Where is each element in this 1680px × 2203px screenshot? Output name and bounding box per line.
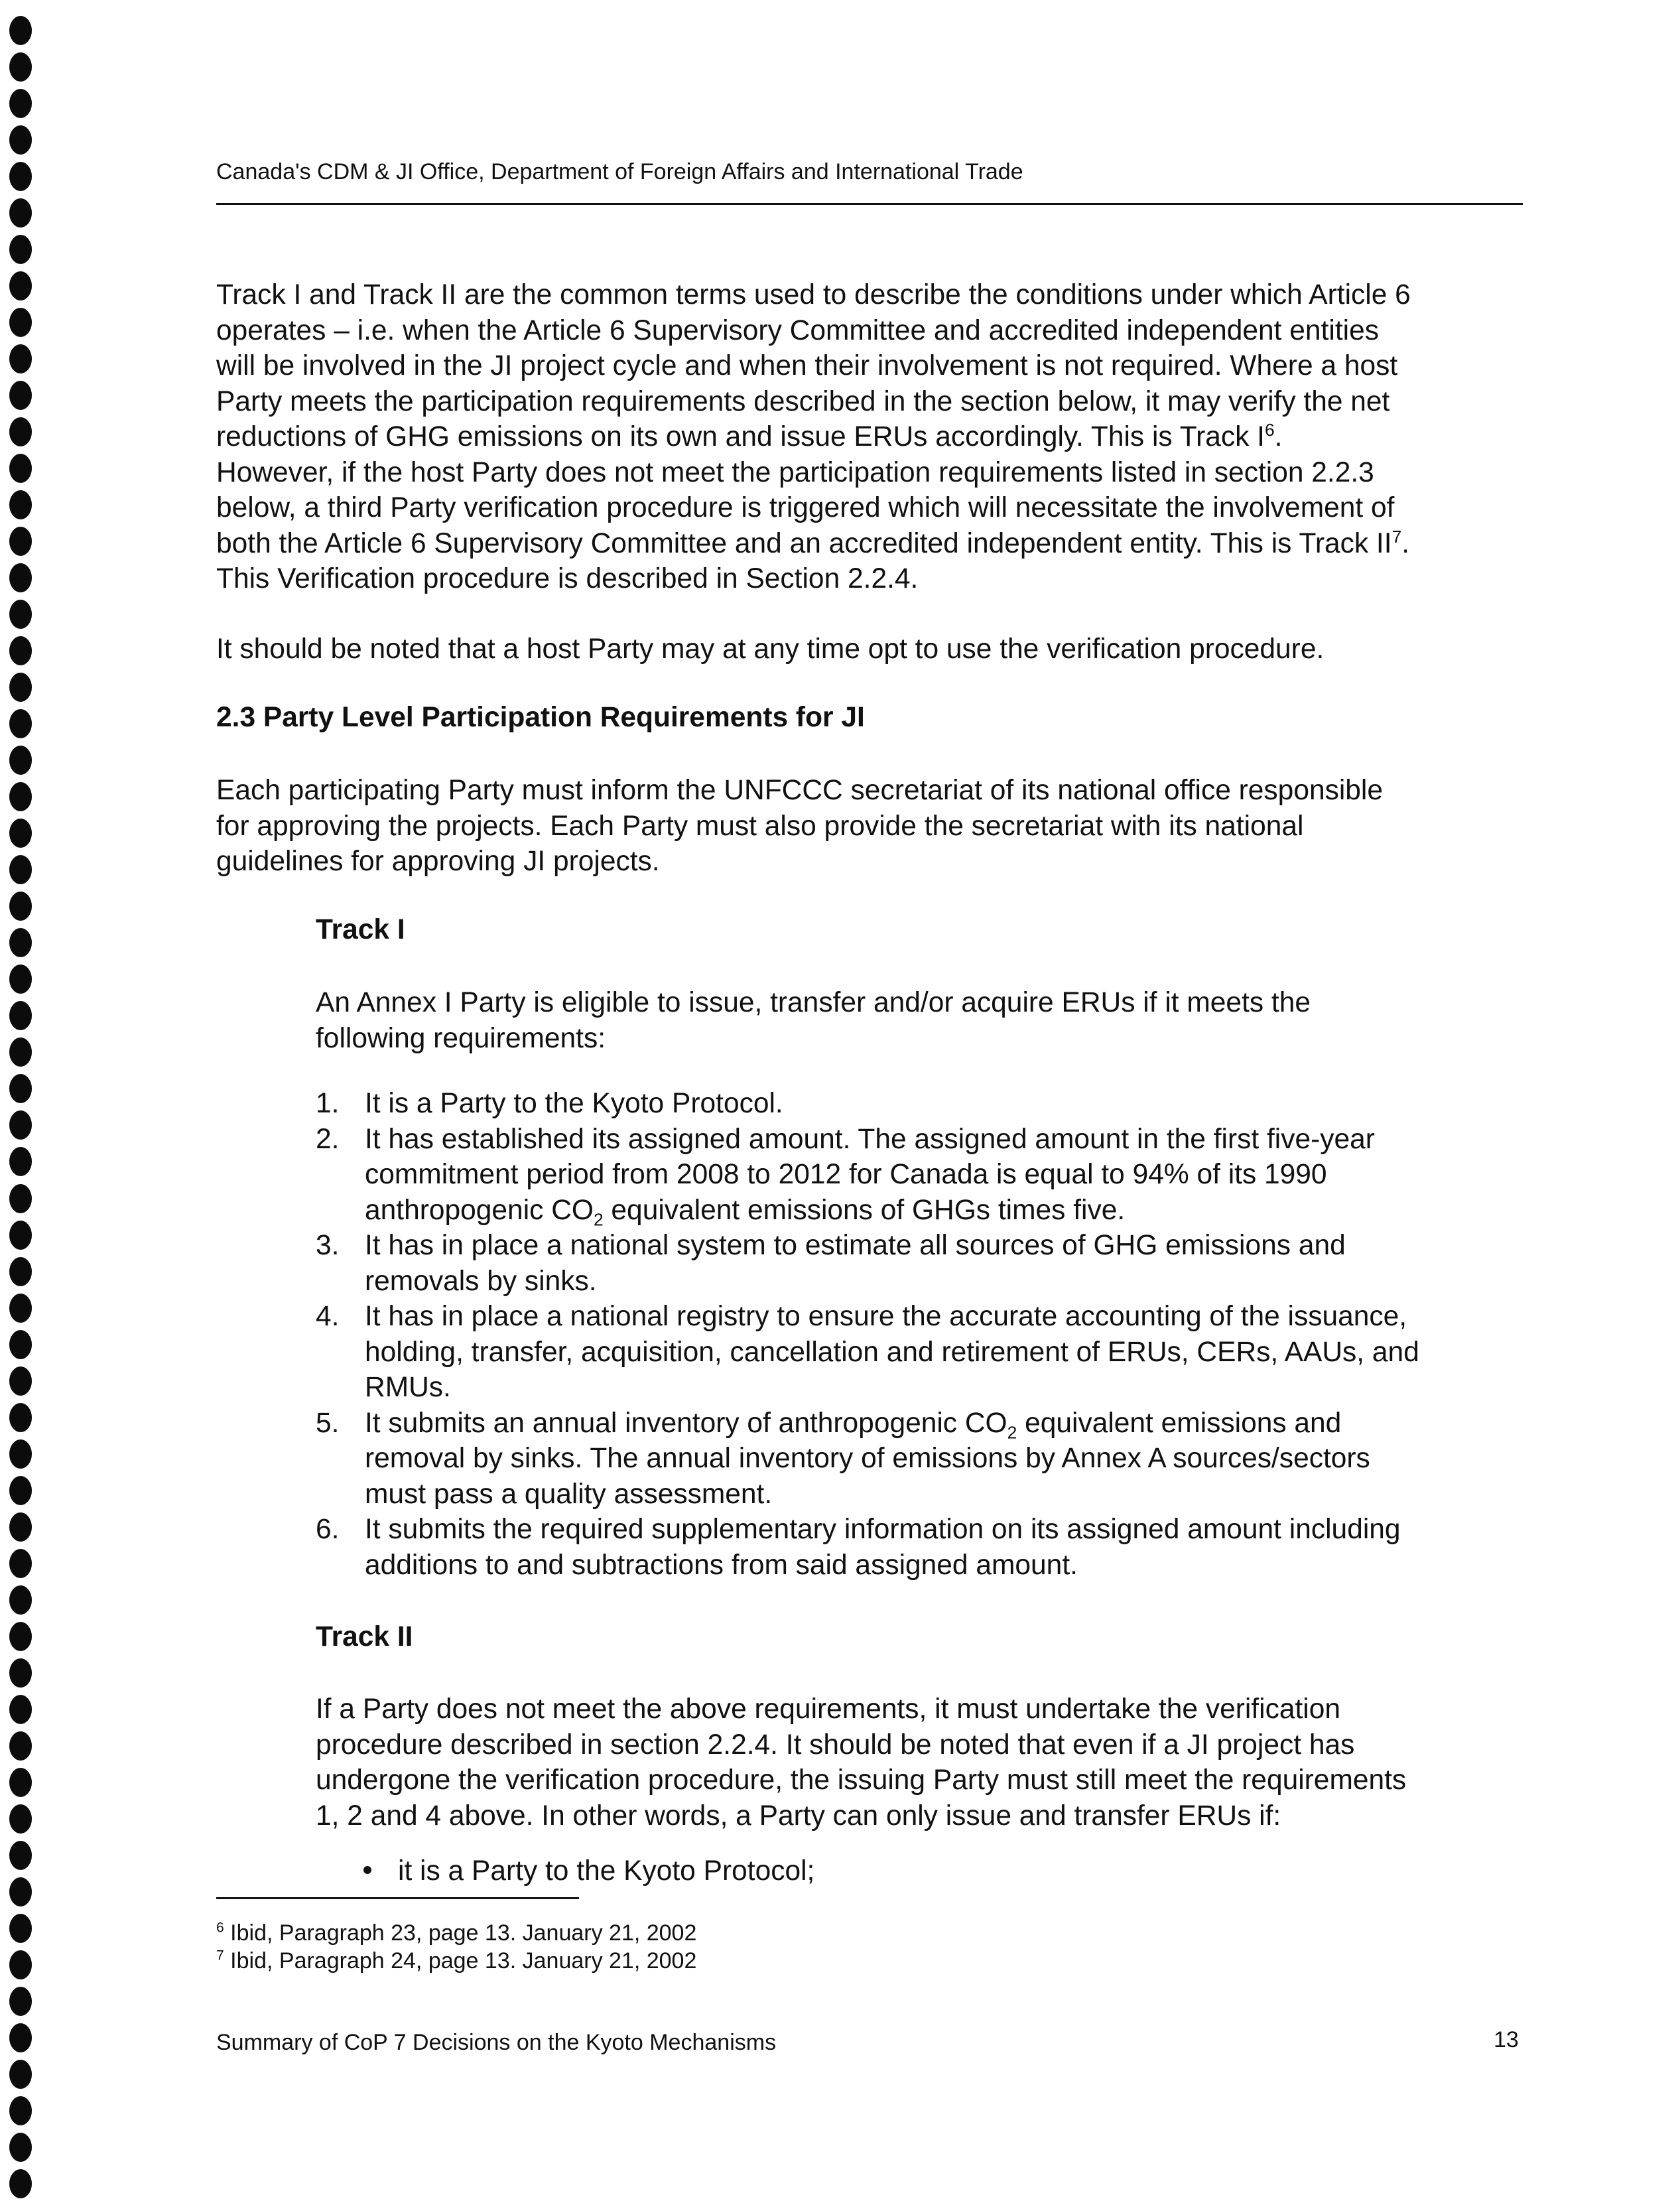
binder-hole-icon [9, 125, 32, 155]
binder-hole-icon [9, 1037, 32, 1067]
binder-hole-icon [9, 1695, 32, 1724]
binder-hole-icon [9, 1731, 32, 1761]
list-item [316, 1228, 1419, 1299]
footnote-ref: 6 [1265, 419, 1275, 440]
binder-hole-icon [9, 855, 32, 884]
text-line [365, 1193, 1419, 1229]
track-i-heading: Track I [316, 914, 405, 945]
binder-hole-icon [9, 1294, 32, 1323]
text-line: will be involved in the JI project cycle and when their involvement is not required. Where a host [216, 350, 1398, 381]
binder-hole-icon [9, 819, 32, 848]
text-line: This Verification procedure is described in Section 2.2.4. [216, 563, 919, 594]
list-item [316, 1122, 1419, 1229]
footnote [216, 1919, 696, 1947]
binder-hole-icon [9, 1367, 32, 1396]
page-footer: Summary of CoP 7 Decisions on the Kyoto Mechanisms [216, 2030, 777, 2055]
text-line: undergone the verification procedure, the issuing Party must still meet the requirements [316, 1765, 1407, 1796]
footnote-ref: 7 [1391, 526, 1402, 547]
binder-hole-icon [9, 16, 32, 45]
binder-hole-icon [9, 673, 32, 702]
text-line: It is a Party to the Kyoto Protocol. [365, 1088, 783, 1119]
binder-hole-icon [9, 1110, 32, 1140]
list-item [316, 1406, 1419, 1512]
text-line: Party meets the participation requirements described in the section below, it may verify the net [216, 385, 1390, 417]
subscript: 2 [593, 1209, 604, 1229]
binder-hole-icon [9, 2023, 32, 2052]
text-line: An Annex I Party is eligible to issue, transfer and/or acquire ERUs if it meets the [316, 987, 1311, 1018]
binder-hole-icon [9, 1512, 32, 1542]
binder-hole-icon [9, 527, 32, 556]
binder-hole-icon [9, 235, 32, 264]
text-segment: equivalent emissions of GHGs times five. [603, 1194, 1126, 1226]
footnote-number: 6 [216, 1920, 224, 1936]
binder-hole-icon [9, 1184, 32, 1213]
binder-hole-icon [9, 1001, 32, 1030]
binder-hole-icon [9, 746, 32, 775]
binder-hole-icon [9, 1257, 32, 1286]
binder-hole-icon [9, 782, 32, 811]
text-line: 1, 2 and 4 above. In other words, a Party can only issue and transfer ERUs if: [316, 1800, 1281, 1832]
text-segment: both the Article 6 Supervisory Committee and an accredited independent entity. This is Track II [216, 527, 1392, 559]
page-number: 13 [1494, 2027, 1519, 2052]
binder-hole-icon [9, 892, 32, 921]
header-rule [216, 203, 1523, 205]
list-number: 6. [316, 1514, 340, 1545]
text-line [216, 526, 1543, 562]
text-line: RMUs. [365, 1372, 451, 1403]
text-line [216, 419, 1543, 455]
page-header: Canada's CDM & JI Office, Department of Foreign Affairs and International Trade [216, 159, 1023, 184]
binder-hole-icon [9, 709, 32, 738]
binder-holes [9, 16, 33, 2198]
footnote [216, 1947, 696, 1975]
text-line: holding, transfer, acquisition, cancellation and retirement of ERUs, CERs, AAUs, and [365, 1336, 1419, 1368]
text-line: It should be noted that a host Party may at any time opt to use the verification procedure. [216, 634, 1325, 665]
footnote-text: Ibid, Paragraph 24, page 13. January 21, 2002 [224, 1948, 697, 1973]
footnote-number: 7 [216, 1948, 224, 1964]
text-segment: anthropogenic CO [365, 1194, 594, 1226]
binder-hole-icon [9, 1585, 32, 1615]
binder-hole-icon [9, 1950, 32, 1979]
text-line: removals by sinks. [365, 1265, 597, 1297]
list-number: 5. [316, 1407, 340, 1439]
requirements-list [316, 1086, 1419, 1583]
section-paragraph [216, 773, 1543, 880]
text-line: additions to and subtractions from said assigned amount. [365, 1549, 1078, 1581]
binder-hole-icon [9, 198, 32, 228]
list-item [316, 1512, 1419, 1583]
binder-hole-icon [9, 89, 32, 118]
binder-hole-icon [9, 381, 32, 410]
binder-hole-icon [9, 1439, 32, 1469]
text-line: below, a third Party verification procedure is triggered which will necessitate the involvement of [216, 492, 1395, 523]
footnotes [216, 1919, 696, 1975]
text-segment: . [1401, 527, 1410, 559]
text-line: Each participating Party must inform the UNFCCC secretariat of its national office responsible [216, 775, 1383, 806]
binder-hole-icon [9, 1914, 32, 1943]
text-line: It submits the required supplementary information on its assigned amount including [365, 1514, 1401, 1545]
binder-hole-icon [9, 2169, 32, 2198]
binder-hole-icon [9, 162, 32, 191]
binder-hole-icon [9, 2133, 32, 2162]
binder-hole-icon [9, 1877, 32, 1906]
binder-hole-icon [9, 454, 32, 483]
footnote-rule [216, 1897, 579, 1899]
list-number: 1. [316, 1088, 340, 1119]
text-line: removal by sinks. The annual inventory of emissions by Annex A sources/sectors [365, 1443, 1370, 1474]
footnote-text: Ibid, Paragraph 23, page 13. January 21, 2002 [224, 1920, 697, 1946]
binder-hole-icon [9, 928, 32, 957]
list-item [316, 1299, 1419, 1406]
intro-paragraph [216, 277, 1543, 597]
text-line: procedure described in section 2.2.4. It should be noted that even if a JI project has [316, 1729, 1355, 1761]
binder-hole-icon [9, 1841, 32, 1870]
text-line: It has in place a national registry to ensure the accurate accounting of the issuance, [365, 1301, 1407, 1332]
bullet-text: it is a Party to the Kyoto Protocol; [398, 1855, 815, 1887]
binder-hole-icon [9, 1074, 32, 1103]
text-line: It has established its assigned amount. The assigned amount in the first five-year [365, 1123, 1375, 1155]
text-line: commitment period from 2008 to 2012 for Canada is equal to 94% of its 1990 [365, 1159, 1327, 1190]
note-paragraph [216, 632, 1543, 667]
list-number: 3. [316, 1230, 340, 1261]
text-segment: . [1274, 421, 1283, 452]
bullet-dot-icon [363, 1866, 371, 1874]
text-line: following requirements: [316, 1022, 606, 1054]
binder-hole-icon [9, 2060, 32, 2089]
binder-hole-icon [9, 1476, 32, 1505]
text-line: If a Party does not meet the above requirements, it must undertake the verification [316, 1694, 1340, 1725]
track-ii-heading: Track II [316, 1621, 413, 1652]
track-i-intro [316, 985, 1642, 1056]
binder-hole-icon [9, 1987, 32, 2016]
text-segment: reductions of GHG emissions on its own and issue ERUs accordingly. This is Track I [216, 421, 1265, 452]
binder-hole-icon [9, 271, 32, 300]
binder-hole-icon [9, 1622, 32, 1651]
track-ii-paragraph [316, 1692, 1642, 1834]
text-line: must pass a quality assessment. [365, 1478, 773, 1510]
text-line [365, 1406, 1419, 1441]
binder-hole-icon [9, 563, 32, 592]
text-line: It has in place a national system to estimate all sources of GHG emissions and [365, 1230, 1346, 1261]
list-item [316, 1086, 1419, 1122]
binder-hole-icon [9, 1403, 32, 1432]
binder-hole-icon [9, 1658, 32, 1688]
binder-hole-icon [9, 1768, 32, 1797]
subscript: 2 [1007, 1422, 1017, 1442]
text-line: guidelines for approving JI projects. [216, 846, 660, 877]
binder-hole-icon [9, 965, 32, 994]
list-number: 2. [316, 1123, 340, 1155]
binder-hole-icon [9, 344, 32, 373]
binder-hole-icon [9, 600, 32, 629]
binder-hole-icon [9, 52, 32, 82]
list-number: 4. [316, 1301, 340, 1332]
binder-hole-icon [9, 1330, 32, 1359]
binder-hole-icon [9, 1804, 32, 1834]
binder-hole-icon [9, 1147, 32, 1176]
text-segment: equivalent emissions and [1017, 1407, 1342, 1439]
binder-hole-icon [9, 308, 32, 337]
text-line: operates – i.e. when the Article 6 Supervisory Committee and accredited independent entities [216, 314, 1379, 346]
binder-hole-icon [9, 1221, 32, 1250]
text-line: Track I and Track II are the common terms used to describe the conditions under which Article 6 [216, 279, 1411, 310]
binder-hole-icon [9, 417, 32, 446]
binder-hole-icon [9, 636, 32, 665]
bullet-item [363, 1855, 814, 1887]
section-heading: 2.3 Party Level Participation Requirements for JI [216, 702, 865, 733]
binder-hole-icon [9, 490, 32, 519]
text-segment: It submits an annual inventory of anthropogenic CO [365, 1407, 1007, 1439]
text-line: However, if the host Party does not meet the participation requirements listed in section 2.2.3 [216, 456, 1374, 488]
binder-hole-icon [9, 1549, 32, 1578]
text-line: for approving the projects. Each Party must also provide the secretariat with its national [216, 810, 1304, 842]
binder-hole-icon [9, 2096, 32, 2125]
